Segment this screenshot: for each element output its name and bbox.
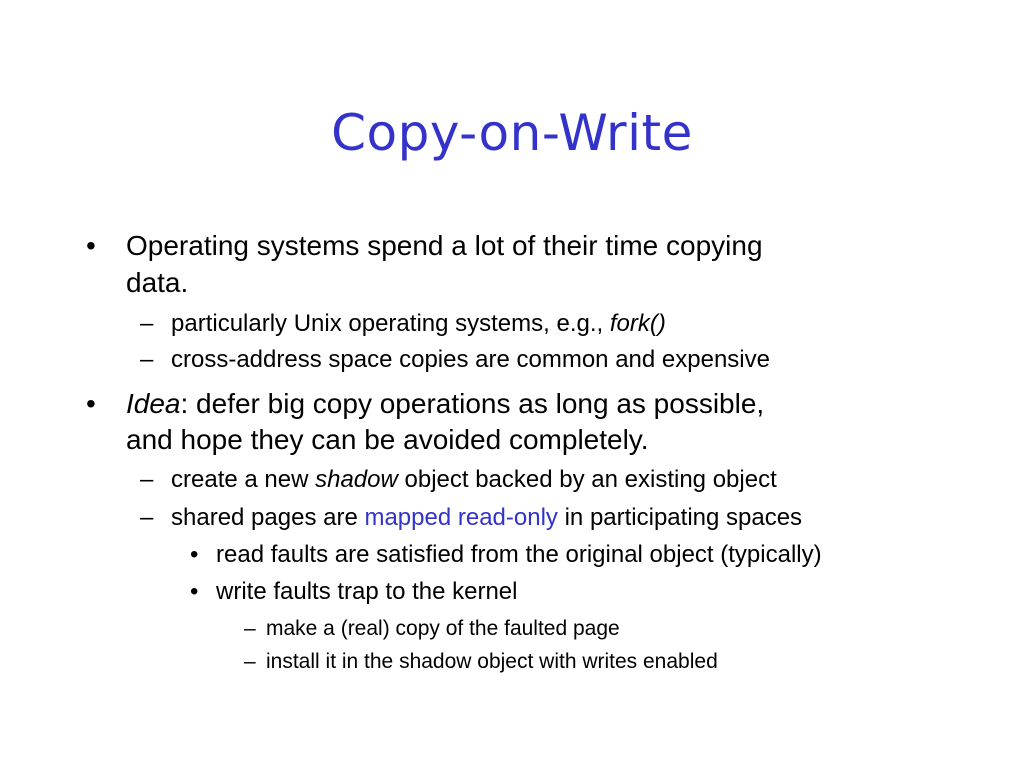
bullet-marker: • bbox=[190, 541, 199, 568]
dash-marker: – bbox=[244, 617, 256, 640]
third-level-item-2: write faults trap to the kernel bbox=[216, 578, 518, 605]
bullet-1-line-2: data. bbox=[126, 267, 189, 298]
sub-bullet-1-1: particularly Unix operating systems, e.g., fork() bbox=[171, 310, 666, 337]
bullet-marker: • bbox=[86, 388, 96, 419]
slide-title: Copy-on-Write bbox=[331, 104, 693, 162]
dash-marker: – bbox=[140, 346, 154, 373]
third-level-item-1: read faults are satisfied from the original object (typically) bbox=[216, 541, 822, 568]
bullet-marker: • bbox=[86, 230, 96, 261]
bullet-marker: • bbox=[190, 578, 199, 605]
dash-marker: – bbox=[244, 650, 256, 673]
fourth-level-item-2: install it in the shadow object with writes enabled bbox=[266, 650, 718, 673]
bullet-2-line-1: Idea: defer big copy operations as long as possible, bbox=[126, 388, 765, 419]
bullet-1-line-1: Operating systems spend a lot of their time copying bbox=[126, 230, 763, 261]
sub-bullet-2-2: shared pages are mapped read-only in participating spaces bbox=[171, 504, 803, 531]
dash-marker: – bbox=[140, 310, 154, 337]
fourth-level-item-1: make a (real) copy of the faulted page bbox=[266, 617, 620, 640]
highlight-text: mapped read-only bbox=[364, 504, 558, 531]
sub-bullet-1-2: cross-address space copies are common and expensive bbox=[171, 346, 770, 373]
dash-marker: – bbox=[140, 504, 154, 531]
bullet-2-line-2: and hope they can be avoided completely. bbox=[126, 424, 649, 455]
dash-marker: – bbox=[140, 466, 154, 493]
sub-bullet-2-1: create a new shadow object backed by an existing object bbox=[171, 466, 777, 493]
